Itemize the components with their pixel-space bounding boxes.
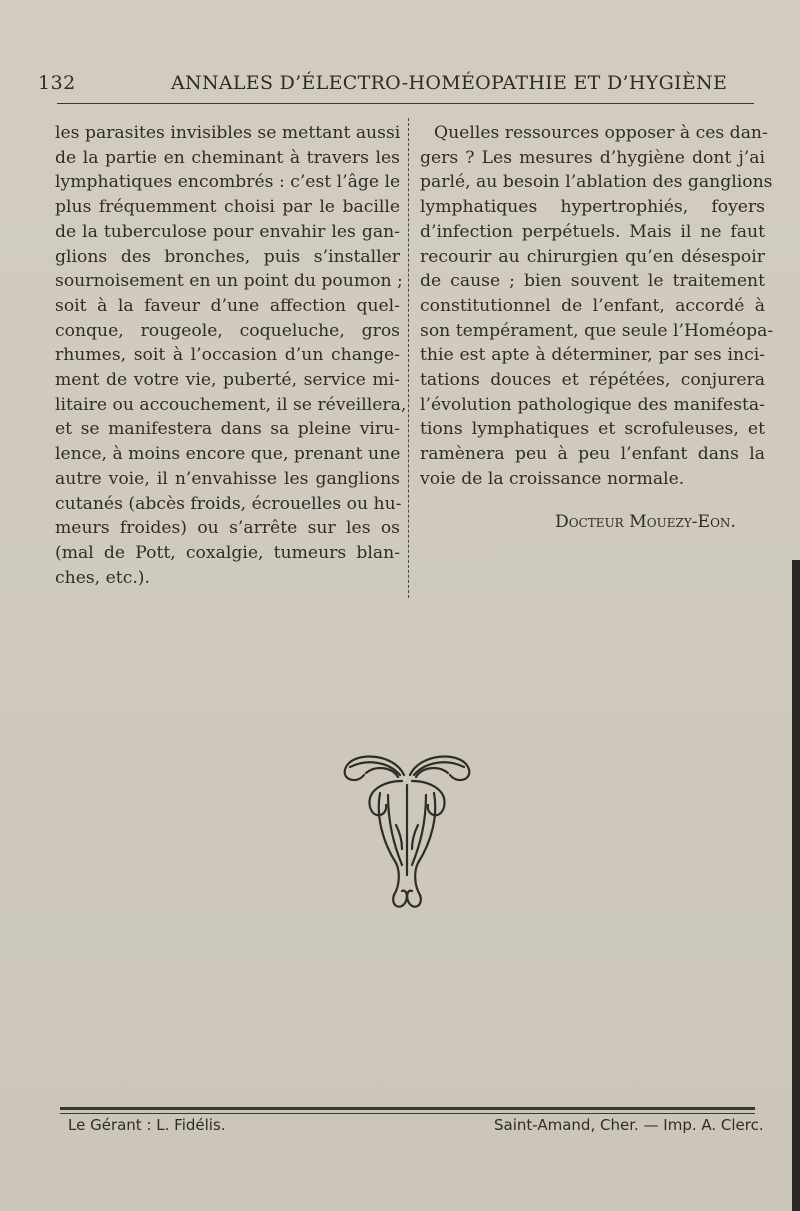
text-line: glions des bronches, puis s’installer bbox=[55, 246, 400, 267]
text-line: tations douces et répétées, conjurera bbox=[420, 370, 765, 391]
page-edge-shadow bbox=[792, 560, 800, 1211]
footer-rule bbox=[60, 1107, 755, 1110]
page-number: 132 bbox=[38, 72, 76, 94]
text-line: autre voie, il n’envahisse les ganglions bbox=[55, 468, 400, 489]
text-line: cutanés (abcès froids, écrouelles ou hu- bbox=[55, 493, 402, 514]
text-line: lymphatiques hypertrophiés, foyers bbox=[420, 197, 765, 218]
page-header bbox=[38, 72, 758, 96]
text-line: litaire ou accouchement, il se réveillera, bbox=[55, 394, 407, 415]
left-column bbox=[55, 121, 407, 590]
text-line: tions lymphatiques et scrofuleuses, et bbox=[420, 419, 765, 440]
text-line: les parasites invisibles se mettant aussi bbox=[55, 123, 401, 143]
author-signature: Docteur Mouezy-Eon. bbox=[555, 512, 736, 532]
text-line: recourir au chirurgien qu’en désespoir bbox=[420, 246, 765, 267]
right-column bbox=[420, 121, 774, 492]
text-line: lymphatiques encombrés : c’est l’âge le bbox=[55, 172, 401, 193]
text-line: Quelles ressources opposer à ces dan- bbox=[434, 123, 768, 143]
column-divider bbox=[408, 118, 409, 598]
text-line: meurs froides) ou s’arrête sur les os bbox=[55, 518, 400, 539]
text-line: ches, etc.). bbox=[55, 567, 150, 588]
text-line: rhumes, soit à l’occasion d’un change- bbox=[55, 345, 400, 366]
running-title: ANNALES D’ÉLECTRO-HOMÉOPATHIE ET D’HYGIÈNE bbox=[171, 72, 728, 94]
footer-rule-thin bbox=[60, 1113, 755, 1114]
text-line: de la partie en cheminant à travers les bbox=[55, 147, 400, 168]
text-line: lence, à moins encore que, prenant une bbox=[55, 444, 401, 465]
text-line: gers ? Les mesures d’hygiène dont j’ai bbox=[420, 147, 765, 168]
text-line: de cause ; bien souvent le traitement bbox=[420, 271, 765, 292]
text-line: (mal de Pott, coxalgie, tumeurs blan- bbox=[55, 542, 400, 563]
text-line: parlé, au besoin l’ablation des ganglions bbox=[420, 172, 773, 193]
footer-manager: Le Gérant : L. Fidélis. bbox=[68, 1116, 226, 1134]
fleuron-ornament-icon bbox=[336, 745, 478, 915]
text-line: voie de la croissance normale. bbox=[420, 468, 685, 489]
text-line: conque, rougeole, coqueluche, gros bbox=[55, 320, 400, 341]
footer-printer: Saint-Amand, Cher. — Imp. A. Clerc. bbox=[494, 1116, 764, 1134]
text-line: thie est apte à déterminer, par ses inci- bbox=[420, 345, 765, 366]
text-line: l’évolution pathologique des manifesta- bbox=[420, 394, 765, 415]
text-line: de la tuberculose pour envahir les gan- bbox=[55, 221, 400, 242]
text-line: sournoisement en un point du poumon ; bbox=[55, 271, 403, 292]
text-line: d’infection perpétuels. Mais il ne faut bbox=[420, 221, 765, 242]
text-line: ramènera peu à peu l’enfant dans la bbox=[420, 444, 765, 465]
text-line: plus fréquemment choisi par le bacille bbox=[55, 197, 400, 218]
text-line: soit à la faveur d’une affection quel- bbox=[55, 295, 400, 316]
text-line: ment de votre vie, puberté, service mi- bbox=[55, 370, 400, 391]
header-rule bbox=[57, 103, 754, 104]
text-line: constitutionnel de l’enfant, accordé à bbox=[420, 295, 765, 316]
text-line: son tempérament, que seule l’Homéopa- bbox=[420, 320, 774, 341]
text-line: et se manifestera dans sa pleine viru- bbox=[55, 419, 400, 440]
